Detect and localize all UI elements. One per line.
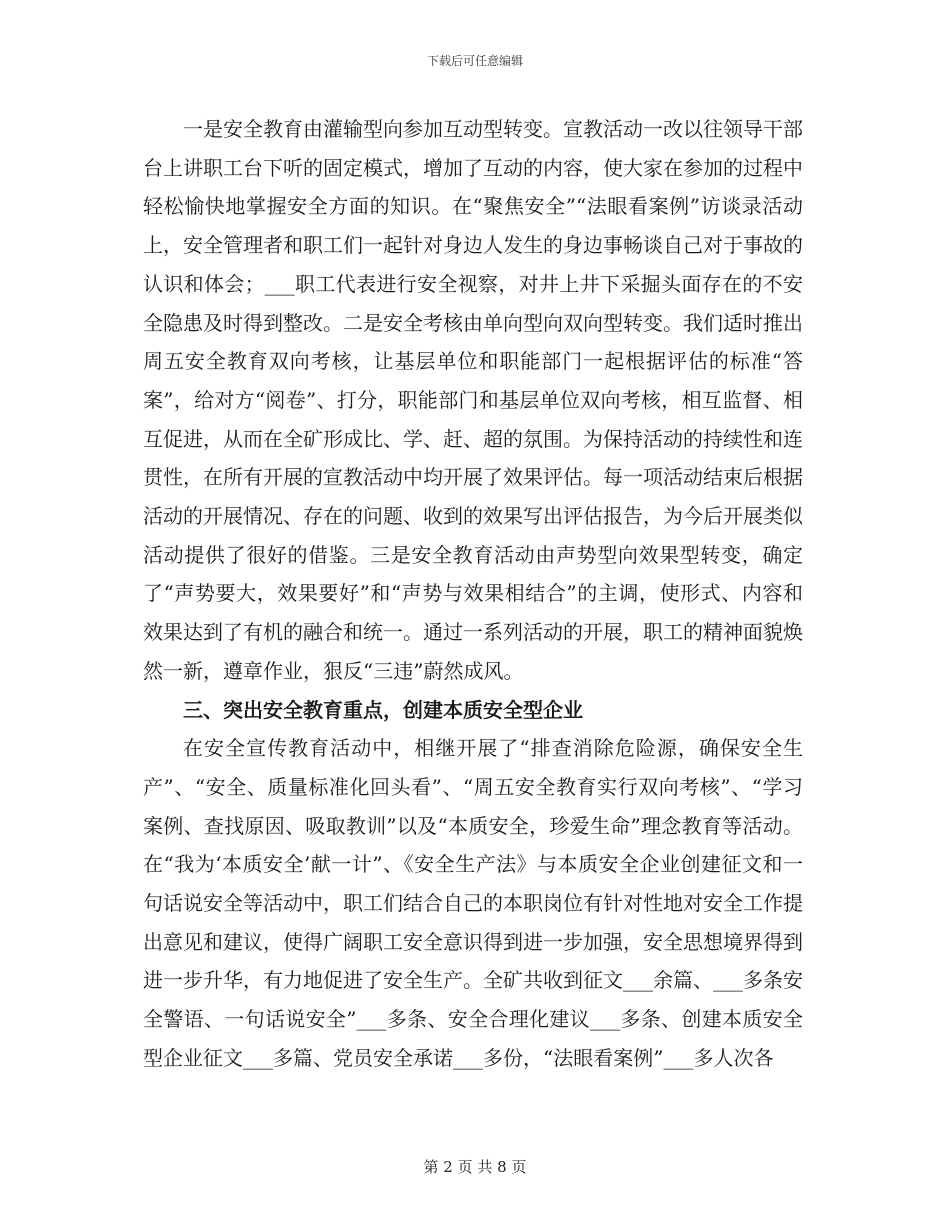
section-heading: 三、突出安全教育重点，创建本质安全型企业	[183, 697, 583, 722]
document-body	[143, 110, 803, 1078]
body-paragraph: 在安全宣传教育活动中，相继开展了“排查消除危险源，确保安全生产”、“安全、质量标准化回头看”、“周五安全教育实行双向考核”、“学习案例、查找原因、吸取教训”以及“本质安全，珍爱生命”理念教育等活动。在“我为‘本质安全’献一计”、《安全生产法》与本质安全企业创建征文和一句话说安全等活动中，职工们结合自己的本职岗位有针对性地对安全工作提出意见和建议，使得广阔职工安全意识得到进一步加强，安全思想境界得到进一步升华，有力地促进了安全生产。全矿共收到征文___余篇、___多条安全警语、一句话说安全”___多条、安全合理化建议___多条、创建本质安全型企业征文___多篇、党员安全承诺___多份，“法眼看案例”___多人次各	[143, 736, 803, 1070]
page-number: 第 2 页 共 8 页	[423, 1158, 527, 1176]
body-paragraph: 一是安全教育由灌输型向参加互动型转变。宣教活动一改以往领导干部台上讲职工台下听的固定模式，增加了互动的内容，使大家在参加的过程中轻松愉快地掌握安全方面的知识。在“聚焦安全”“法眼看案例”访谈录活动上，安全管理者和职工们一起针对身边人发生的身边事畅谈自己对于事故的认识和体会；___职工代表进行安全视察，对井上井下采掘头面存在的不安全隐患及时得到整改。二是安全考核由单向型向双向型转变。我们适时推出周五安全教育双向考核，让基层单位和职能部门一起根据评估的标准“答案”，给对方“阅卷”、打分，职能部门和基层单位双向考核，相互监督、相互促进，从而在全矿形成比、学、赶、超的氛围。为保持活动的持续性和连贯性，在所有开展的宣教活动中均开展了效果评估。每一项活动结束后根据活动的开展情况、存在的问题、收到的效果写出评估报告，为今后开展类似活动提供了很好的借鉴。三是安全教育活动由声势型向效果型转变，确定了“声势要大，效果要好”和“声势与效果相结合”的主调，使形式、内容和效果达到了有机的融合和统一。通过一系列活动的开展，职工的精神面貌焕然一新，遵章作业，狠反“三违”蔚然成风。	[143, 117, 803, 683]
page-header-note: 下载后可任意编辑	[426, 54, 523, 68]
